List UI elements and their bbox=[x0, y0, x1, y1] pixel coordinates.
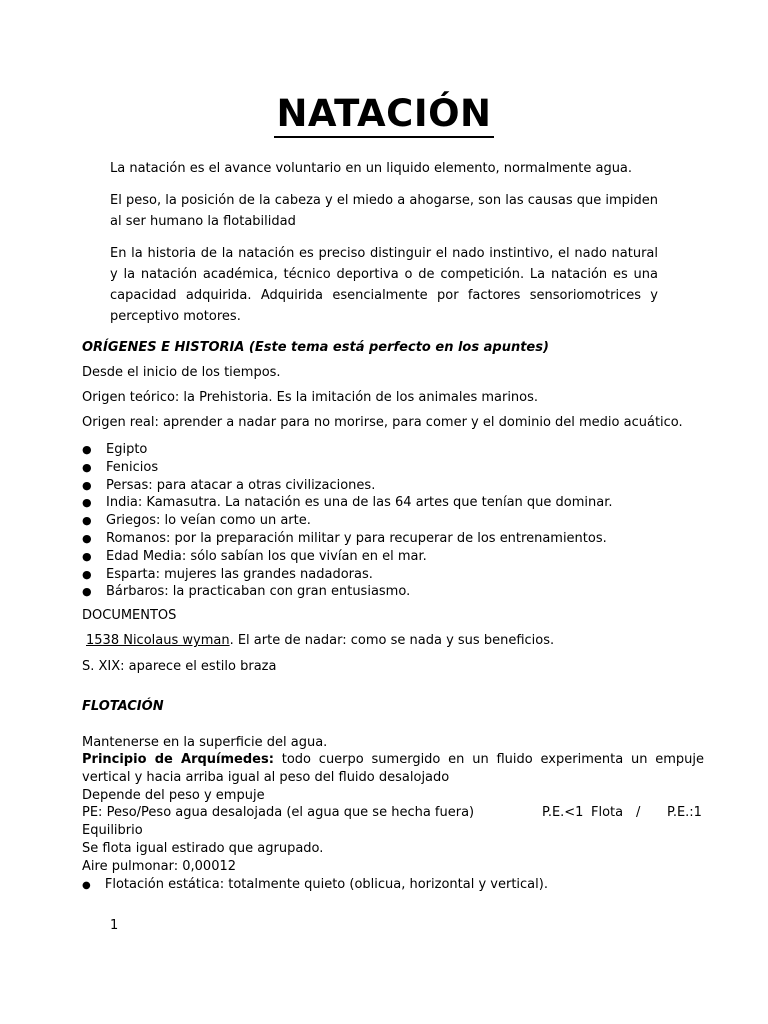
bullet-icon: ● bbox=[82, 880, 91, 891]
documents-sxix: S. XIX: aparece el estilo braza bbox=[82, 659, 277, 674]
bullet-icon: ● bbox=[82, 496, 92, 510]
archimedes-text: todo cuerpo sumergido en un fluido experimenta un empuje vertical y hacia arriba igual al peso del fluido desalojado bbox=[82, 752, 705, 785]
documents-heading: DOCUMENTOS bbox=[82, 608, 177, 623]
documents-reference bbox=[86, 632, 554, 650]
reference-text: . El arte de nadar: como se nada y sus beneficios. bbox=[229, 633, 555, 648]
origins-line-2: Origen teórico: la Prehistoria. Es la imitación de los animales marinos. bbox=[82, 390, 539, 405]
pe-definition: PE: Peso/Peso agua desalojada (el agua que se hecha fuera) bbox=[82, 805, 475, 820]
bullet-icon: ● bbox=[82, 567, 92, 581]
reference-link[interactable]: 1538 Nicolaus wyman bbox=[86, 633, 230, 648]
intro-paragraph-3: En la historia de la natación es preciso distinguir el nado instintivo, el nado natural y la natación académica, técnico deportiva o de competición. La natación es una capacidad adquirida. Adquirida esencialmente por factores sensoriomotrices y perceptivo motores. bbox=[110, 246, 658, 324]
archimedes-label: Principio de Arquímedes: bbox=[82, 752, 274, 767]
origins-line-3: Origen real: aprender a nadar para no morirse, para comer y el dominio del medio acuático. bbox=[82, 415, 683, 430]
intro-paragraph-2: El peso, la posición de la cabeza y el miedo a ahogarse, son las causas que impiden al ser humano la flotabilidad bbox=[110, 193, 658, 229]
bullet-icon: ● bbox=[82, 443, 92, 456]
flotacion-line-1: Mantenerse en la superficie del agua. bbox=[82, 735, 328, 750]
bullet-icon: ● bbox=[82, 585, 92, 599]
flotacion-heading: FLOTACIÓN bbox=[82, 699, 164, 714]
pe-slash: / bbox=[636, 805, 641, 820]
flotacion-bullet-text: Flotación estática: totalmente quieto (oblicua, horizontal y vertical). bbox=[104, 877, 548, 892]
bullet-icon: ● bbox=[82, 531, 92, 545]
flotacion-line-6: Aire pulmonar: 0,00012 bbox=[82, 859, 237, 874]
pe-equal-one: P.E.:1 bbox=[667, 805, 702, 820]
bullet-icon: ● bbox=[82, 549, 92, 563]
flotacion-bullet bbox=[82, 876, 548, 895]
pe-row bbox=[82, 804, 704, 822]
bullet-icon: ● bbox=[82, 460, 92, 474]
bullet-icon: ● bbox=[82, 478, 92, 492]
equilibrio-text: Equilibrio bbox=[82, 823, 143, 838]
pe-flota: Flota bbox=[591, 805, 624, 820]
document-title: NATACIÓN bbox=[0, 92, 768, 135]
pe-less-than-one: P.E.<1 bbox=[542, 805, 584, 820]
flotacion-line-5: Se flota igual estirado que agrupado. bbox=[82, 841, 324, 856]
page-number: 1 bbox=[110, 918, 119, 933]
origins-heading: ORÍGENES E HISTORIA (Este tema está perfecto en los apuntes) bbox=[82, 340, 549, 355]
bullet-icon: ● bbox=[82, 514, 92, 528]
document-page: NATACIÓN La natación es el avance voluntario en un liquido elemento, normalmente agua. El peso, la posición de la cabeza y el miedo a ahogarse, son las causas que impiden al ser humano la flotabilidad En la historia de la natación es preciso distinguir el nado instintivo, el nado natural y la natación académica, técnico deportiva o de competición. La natación es una capacidad adquirida. Adquirida esencialmente por factores sensoriomotrices y perceptivo motores. ORÍGENES E HISTORIA (Este tema está perfecto en los apuntes) Desde el inicio de los tiempos. Origen teórico: la Prehistoria. Es la imitación de los animales marinos. Origen real: aprender a nadar para no morirse, para comer y el dominio del medio acuático. ● Egipto ● Fenicios ● Persas: para atacar a otras civilizaciones. ● India: Kamasutra. La natación es una de las 64 artes que tenían que dominar. ● Griegos: lo veían como un arte. ● Romanos: por la preparación militar y para recuperar de los entrenamientos. ● Edad Media: sólo sabían los que vivían en el mar. ● Esparta: mujeres las grandes nadadoras. ● Bárbaros: la practicaban con gran entusiasmo. DOCUMENTOS 1538 Nicolaus wyman. El arte de nadar: como se nada y sus beneficios. S. XIX: aparece el estilo braza FLOTACIÓN Mantenerse en la superficie del agua. Principio de Arquímedes: todo cuerpo sumergido en un fluido experimenta un empuje vertical y hacia arriba igual al peso del fluido desalojado Depende del peso y empuje PE: Peso/Peso agua desalojada (el agua que se hecha fuera) P.E.<1 Flota / P.E.:1 Equilibrio Se flota igual estirado que agrupado. Aire pulmonar: 0,00012 ● Flotación estática: totalmente quieto (oblicua, horizontal y vertical). 1 bbox=[0, 0, 768, 1024]
origins-line-1: Desde el inicio de los tiempos. bbox=[82, 365, 281, 380]
archimedes-principle bbox=[82, 751, 704, 786]
intro-paragraph-1: La natación es el avance voluntario en un liquido elemento, normalmente agua. bbox=[110, 161, 633, 176]
flotacion-line-3: Depende del peso y empuje bbox=[82, 788, 265, 803]
